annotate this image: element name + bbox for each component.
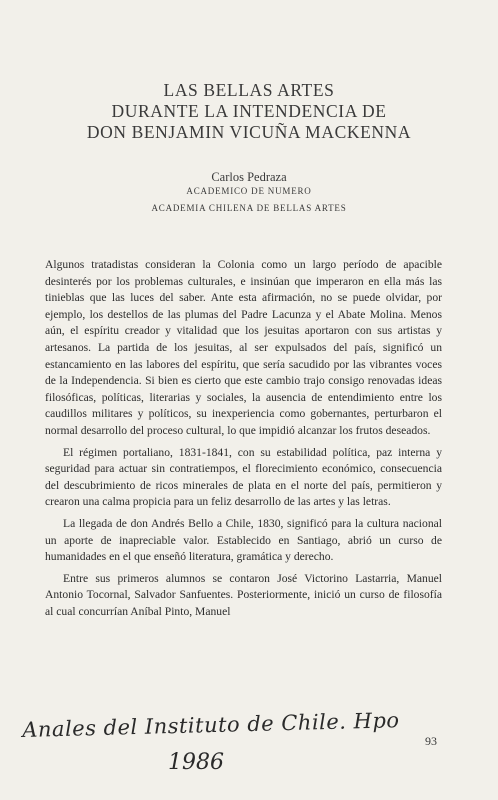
paragraph-4: Entre sus primeros alumnos se contaron José Victorino Lastarria, Manuel Antonio Tocornal, Salvador Sanfuentes. Posteriormente, inició un curso de filosofía al cual concurrían Aníbal Pinto, Manuel bbox=[45, 571, 442, 618]
handwritten-source-note: Anales del Instituto de Chile. Hpo bbox=[22, 708, 400, 742]
article-title bbox=[0, 80, 498, 143]
title-line-1: LAS BELLAS ARTES bbox=[163, 80, 335, 100]
author-name: Carlos Pedraza bbox=[211, 170, 287, 184]
title-line-2: DURANTE LA INTENDENCIA DE bbox=[111, 101, 387, 121]
article-body bbox=[45, 257, 442, 625]
title-line-3: DON BENJAMIN VICUÑA MACKENNA bbox=[86, 122, 412, 142]
paragraph-1: Algunos tratadistas consideran la Colonia como un largo período de apacible desinterés por los problemas culturales, e insinúan que imperaron en ella más las tinieblas que las luces del saber. Ante esta afirmación, no se puede olvidar, por ejemplo, los destellos de las plumas del Padre Lacunza y el Abate Molina. Menos aún, el espíritu creador y vitalidad que los jesuitas aportaron con sus artistas y artesanos. La partida de los jesuitas, al ser expulsados del país, significó un estancamiento en las labores del espíritu, que sería sacudido por las vibrantes voces de la Independencia. Si bien es cierto que este cambio trajo consigo renovadas ideas filosóficas, políticas, literarias y sociales, la ausencia de entendimiento entre los caudillos militares y políticos, su inexperiencia como gobernantes, perturbaron el normal desarrollo del proceso cultural, lo que impidió alcanzar los frutos deseados. bbox=[45, 258, 442, 437]
handwritten-year: 1986 bbox=[168, 750, 224, 775]
paragraph-2: El régimen portaliano, 1831-1841, con su estabilidad política, paz interna y seguridad para actuar sin contratiempos, el florecimiento económico, consecuencia del descubrimiento de ricos minerales de plata en el norte del país, permitieron y crearon una calma propicia para un feliz desarrollo de las artes y las letras. bbox=[45, 445, 442, 509]
author-affiliation-1: ACADEMICO DE NUMERO bbox=[186, 186, 312, 196]
author-affiliation-2: ACADEMIA CHILENA DE BELLAS ARTES bbox=[151, 203, 347, 213]
paragraph-3: La llegada de don Andrés Bello a Chile, 1830, significó para la cultura nacional un aporte de inapreciable valor. Establecido en Santiago, abrió un curso de humanidades en el que enseñó literatura, gramática y derecho. bbox=[45, 516, 442, 564]
page-number: 93 bbox=[425, 734, 437, 748]
